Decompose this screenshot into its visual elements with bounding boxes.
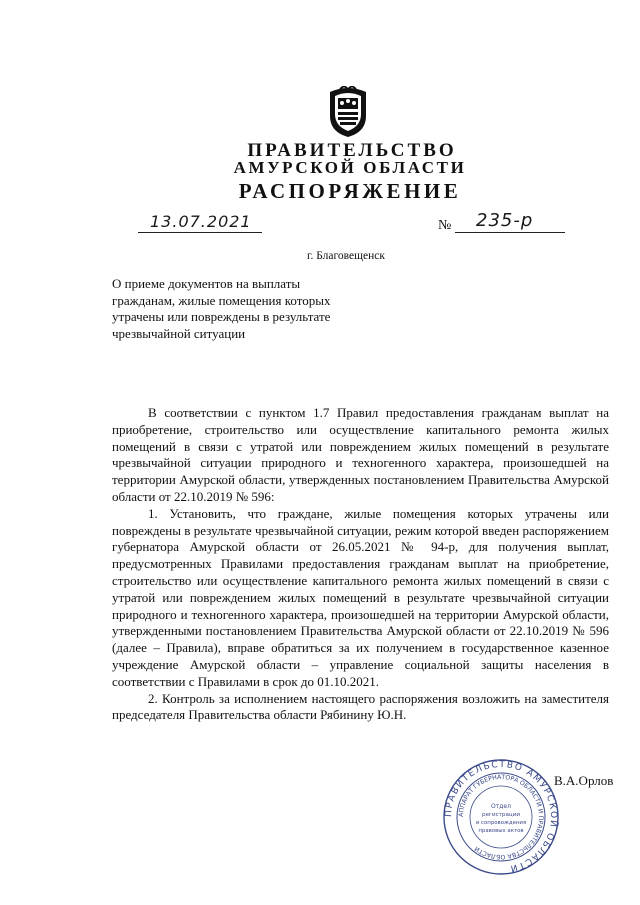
seal-center-line2: регистрации [482, 812, 520, 818]
seal-outer-text: ПРАВИТЕЛЬСТВО АМУРСКОЙ ОБЛАСТИ [443, 759, 559, 874]
org-region: АМУРСКОЙ ОБЛАСТИ [233, 158, 467, 177]
official-seal-icon [442, 758, 560, 876]
seal-inner-text: АППАРАТ ГУБЕРНАТОРА ОБЛАСТИ И ПРАВИТЕЛЬСТВА ОБЛАСТИ [457, 773, 545, 861]
coat-of-arms-icon [326, 86, 370, 138]
city-line [0, 250, 640, 262]
clause-1-paragraph: 1. Установить, что граждане, жилые помещения которых утрачены или повреждены в результате чрезвычайной ситуации, режим которой введен распоряжением губернатора Амурской области от 26.05.2021 № 94-р, для получения выплат, предусмотренных Правилами предоставления гражданам выплат на приобретение, строительство или осуществление капитального ремонта жилых помещений в связи с утратой или повреждением жилых помещений в результате чрезвычайной ситуации природного и техногенного характера, произошедшей на территории Амурской области, утвержденными постановлением Правительства Амурской области от 22.10.2019 № 596 (далее – Правила), вправе обратиться за их получением в государственное казенное учреждение Амурской области – управление социальной защиты населения в соответствии с Правилами в срок до 01.10.2021. [112, 505, 609, 689]
document-date: 13.07.2021 [150, 212, 252, 231]
city: г. Благовещенск [307, 250, 385, 262]
document-subject: О приеме документов на выплаты гражданам, жилые помещения которых утрачены или повреждены в результате чрезвычайной ситуации [112, 276, 331, 341]
signatory-name: В.А.Орлов [554, 773, 614, 788]
preamble-paragraph: В соответствии с пунктом 1.7 Правил предоставления гражданам выплат на приобретение, строительство или осуществление капитального ремонта жилых помещений в связи с утратой или повреждением жилых помещений в результате чрезвычайной ситуации природного и техногенного характера, произошедшей на территории Амурской области, утвержденных постановлением Правительства Амурской области от 22.10.2019 № 596: [112, 405, 609, 504]
org-title: ПРАВИТЕЛЬСТВО [247, 140, 457, 161]
document-body [112, 405, 609, 724]
clause-2-paragraph: 2. Контроль за исполнением настоящего распоряжения возложить на заместителя председателя Правительства области Рябинину Ю.Н. [112, 690, 609, 723]
seal-center-line1: Отдел [491, 803, 511, 810]
number-underline [455, 232, 565, 233]
document-type: РАСПОРЯЖЕНИЕ [238, 179, 462, 203]
seal-center-line3: и сопровождения [475, 820, 527, 826]
seal-center-line4: правовых актов [478, 828, 524, 834]
number-sign: № [438, 218, 452, 233]
document-number: 235-р [476, 210, 534, 231]
date-underline [138, 232, 262, 233]
